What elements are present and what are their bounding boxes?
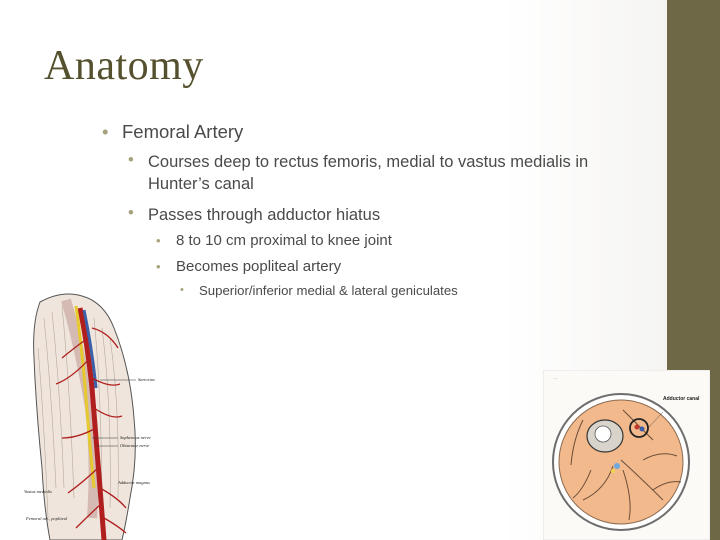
leg-label-femoral-popliteal: Femoral art., popliteal: [26, 516, 68, 521]
bullet-dot-icon: •: [128, 151, 134, 169]
bullet-text: Becomes popliteal artery: [176, 258, 342, 275]
bullet-dot-icon: •: [128, 204, 134, 222]
bullet-text: 8 to 10 cm proximal to knee joint: [176, 232, 392, 249]
xs-label-adductor-canal: Adductor canal: [663, 396, 700, 402]
leg-label-obturator: Obturator nerve: [120, 443, 150, 448]
leg-label-vastus-medialis: Vastus medialis: [24, 489, 52, 494]
slide-title: Anatomy: [44, 43, 204, 89]
thigh-cross-section-illustration: [543, 370, 710, 540]
leg-label-adductor: Adductor magnus: [118, 480, 150, 485]
svg-text:·····: ·····: [553, 378, 558, 381]
bullet-text: Courses deep to rectus femoris, medial to vastus medialis in Hunter’s canal: [148, 153, 589, 193]
bullet-text: Superior/inferior medial & lateral geniculates: [199, 283, 458, 298]
leg-label-sartorius: Sartorius: [138, 377, 155, 382]
leg-label-saphenous-nerve: Saphenous nerve: [120, 435, 151, 440]
bullet-text: Passes through adductor hiatus: [148, 206, 381, 224]
bullet-dot-icon: •: [156, 233, 161, 248]
bullet-dot-icon: •: [156, 259, 161, 274]
bullet-text: Femoral Artery: [122, 121, 244, 142]
bullet-dot-icon: •: [180, 284, 184, 296]
bullet-dot-icon: •: [102, 121, 109, 142]
leg-anatomy-illustration: [22, 288, 167, 540]
